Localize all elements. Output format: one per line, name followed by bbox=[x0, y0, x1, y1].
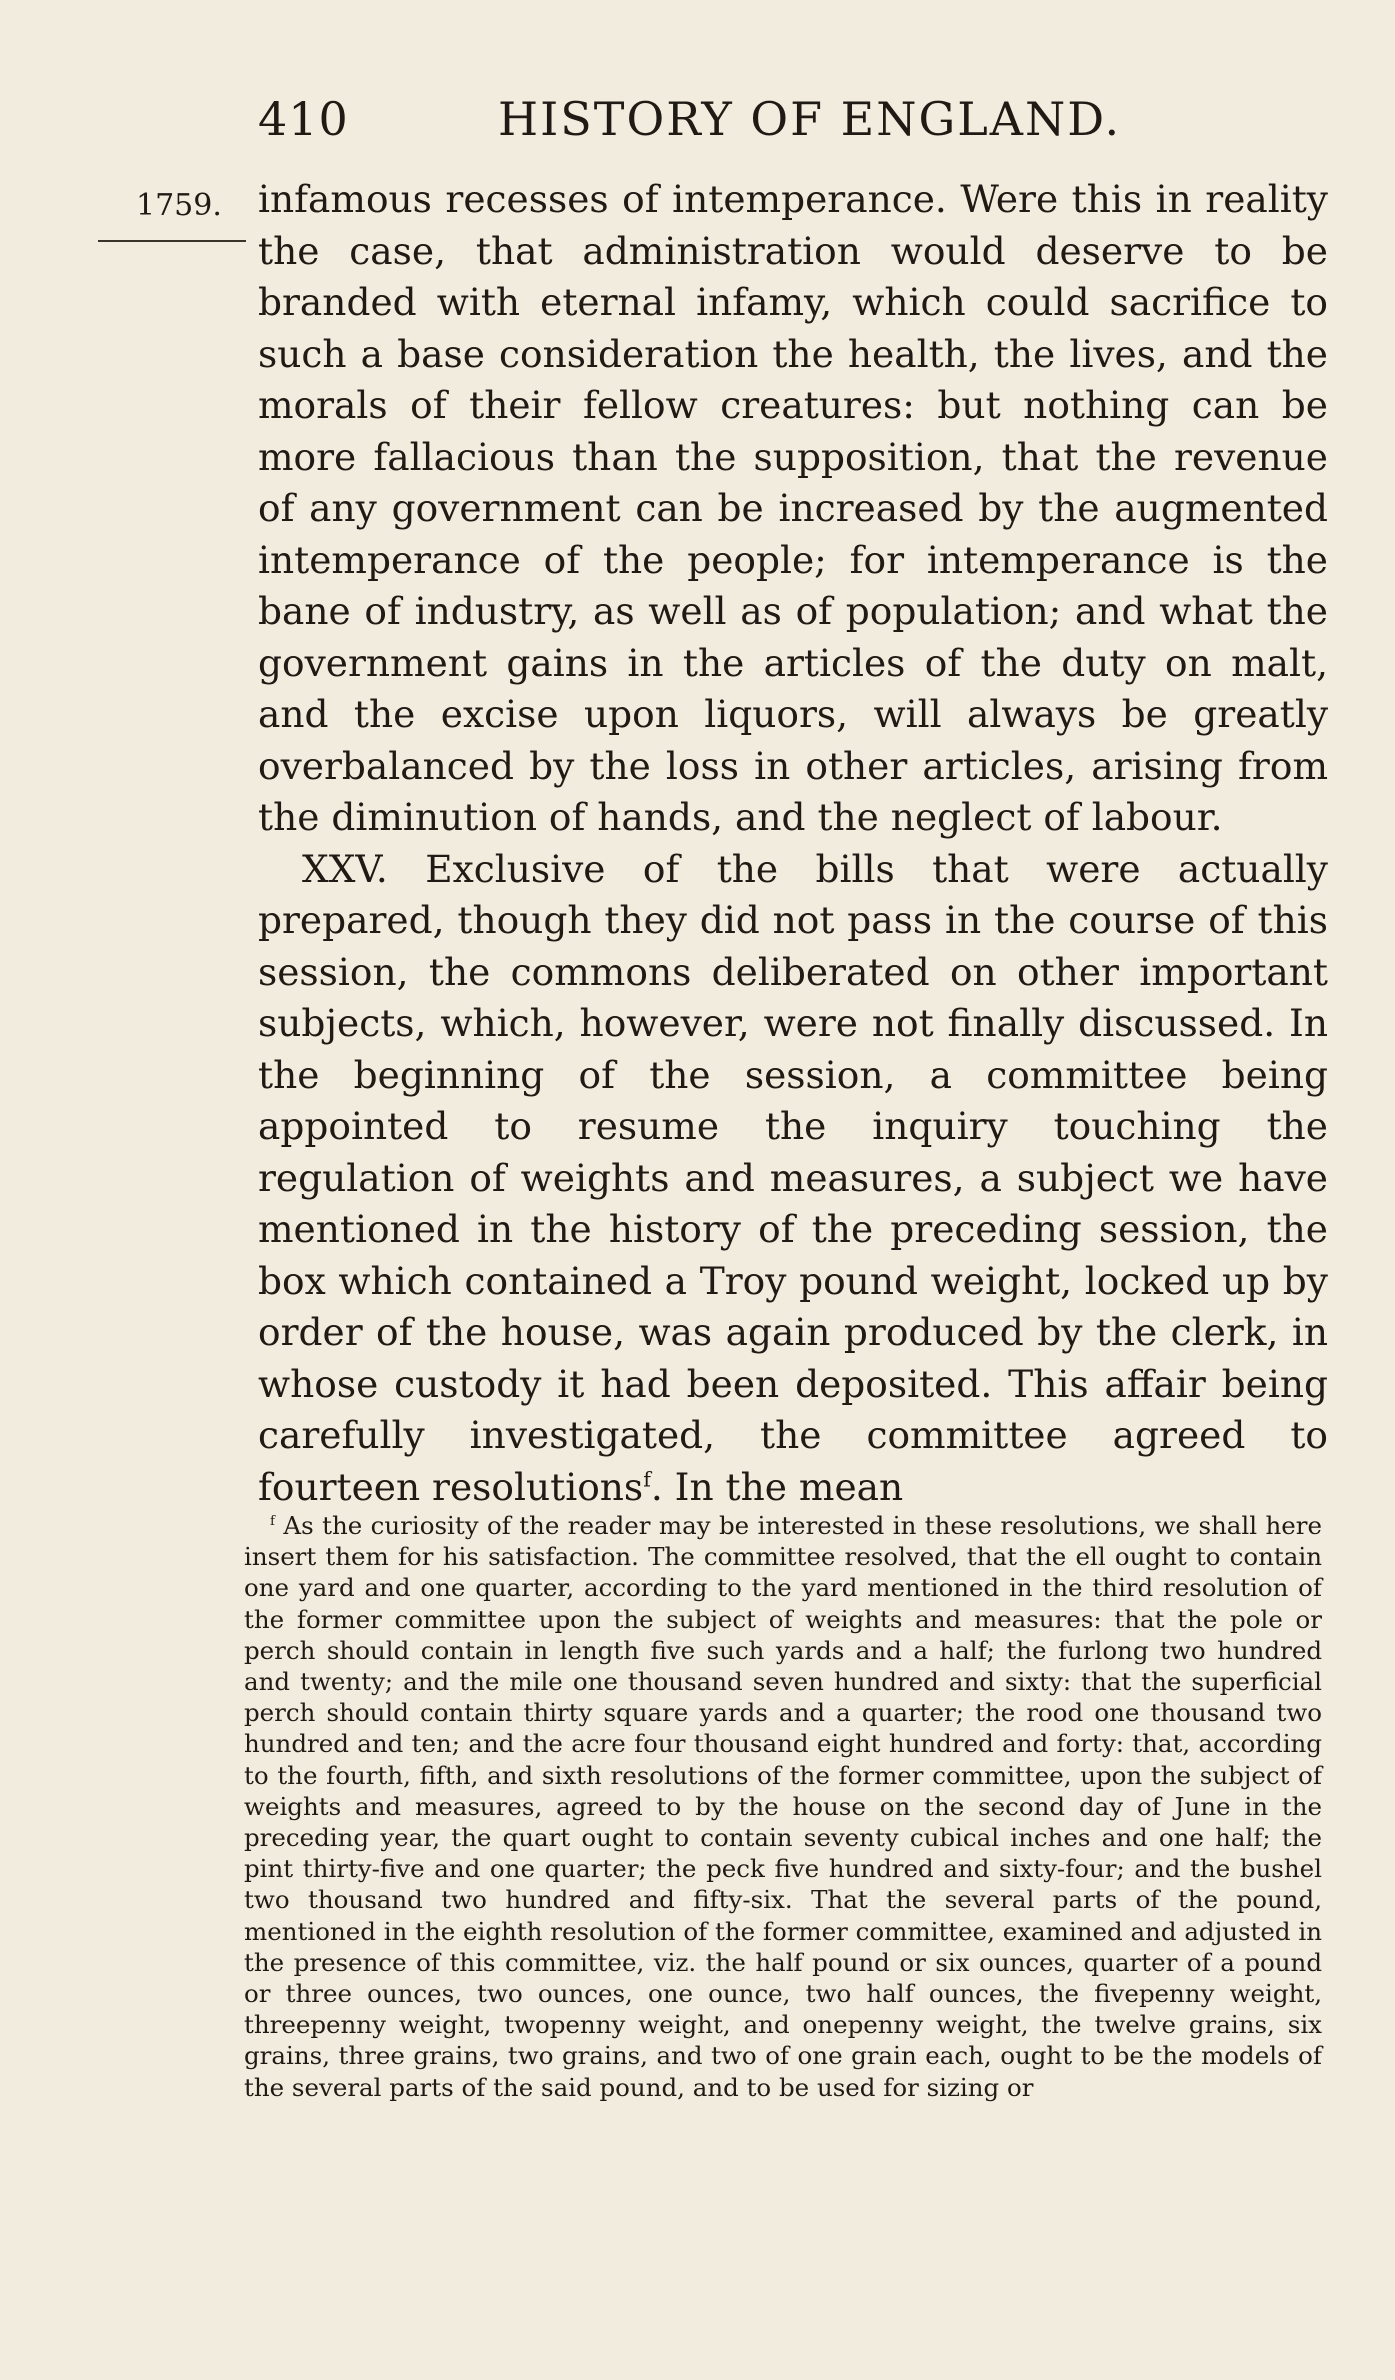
paragraph-2-end: . In the mean bbox=[650, 1464, 904, 1509]
margin-year: 1759. bbox=[136, 188, 222, 223]
footnote bbox=[244, 1510, 1322, 2103]
paragraph-2-text: XXV. Exclusive of the bills that were actually prepared, though they did not pass in the course of this session, the commons deliberated on other important subjects, which, however, were not finally discussed. In the beginning of the session, a committee being appointed to resume the inquiry touching the regulation of weights and measures, a subject we have mentioned in the history of the preceding session, the box which contained a Troy pound weight, locked up by order of the house, was again produced by the clerk, in whose custody it had been deposited. This affair being carefully investigated, the committee agreed to fourteen resolutions bbox=[258, 846, 1328, 1509]
paragraph-1: infamous recesses of intemperance. Were this in reality the case, that administration would deserve to be branded with eternal infamy, which could sacrifice to such a base consideration the health, the lives, and the morals of their fellow creatures: but nothing can be more fallacious than the supposition, that the revenue of any government can be increased by the augmented intemperance of the people; for intemperance is the bane of industry, as well as of population; and what the government gains in the articles of the duty on malt, and the excise upon liquors, will always be greatly overbalanced by the loss in other articles, arising from the diminution of hands, and the neglect of labour. bbox=[258, 177, 1328, 839]
margin-rule bbox=[98, 240, 246, 242]
footnote-paragraph bbox=[244, 1510, 1322, 2103]
running-title: HISTORY OF ENGLAND. bbox=[498, 92, 1122, 146]
footnote-reference: f bbox=[643, 1467, 651, 1491]
footnote-marker: f bbox=[270, 1512, 275, 1529]
footnote-text: As the curiosity of the reader may be interested in these resolutions, we shall here insert them for his satisfaction. The committee resolved, that the ell ought to contain one yard and one quarter, according to the yard mentioned in the third resolution of the former committee upon the subject of weights and measures: that the pole or perch should contain in length five such yards and a half; the furlong two hundred and twenty; and the mile one thousand seven hundred and sixty: that the superficial perch should contain thirty square yards and a quarter; the rood one thousand two hundred and ten; and the acre four thousand eight hundred and forty: that, according to the fourth, fifth, and sixth resolutions of the former committee, upon the subject of weights and measures, agreed to by the house on the second day of June in the preceding year, the quart ought to contain seventy cubical inches and one half; the pint thirty-five and one quarter; the peck five hundred and sixty-four; and the bushel two thousand two hundred and fifty-six. That the several parts of the pound, mentioned in the eighth resolution of the former committee, examined and adjusted in the presence of this committee, viz. the half pound or six ounces, quarter of a pound or three ounces, two ounces, one ounce, two half ounces, the fivepenny weight, threepenny weight, twopenny weight, and onepenny weight, the twelve grains, six grains, three grains, two grains, and two of one grain each, ought to be the models of the several parts of the said pound, and to be used for sizing or bbox=[244, 1511, 1322, 2102]
page-number: 410 bbox=[258, 92, 349, 146]
main-text bbox=[258, 174, 1328, 1513]
paragraph-2 bbox=[258, 844, 1328, 1514]
